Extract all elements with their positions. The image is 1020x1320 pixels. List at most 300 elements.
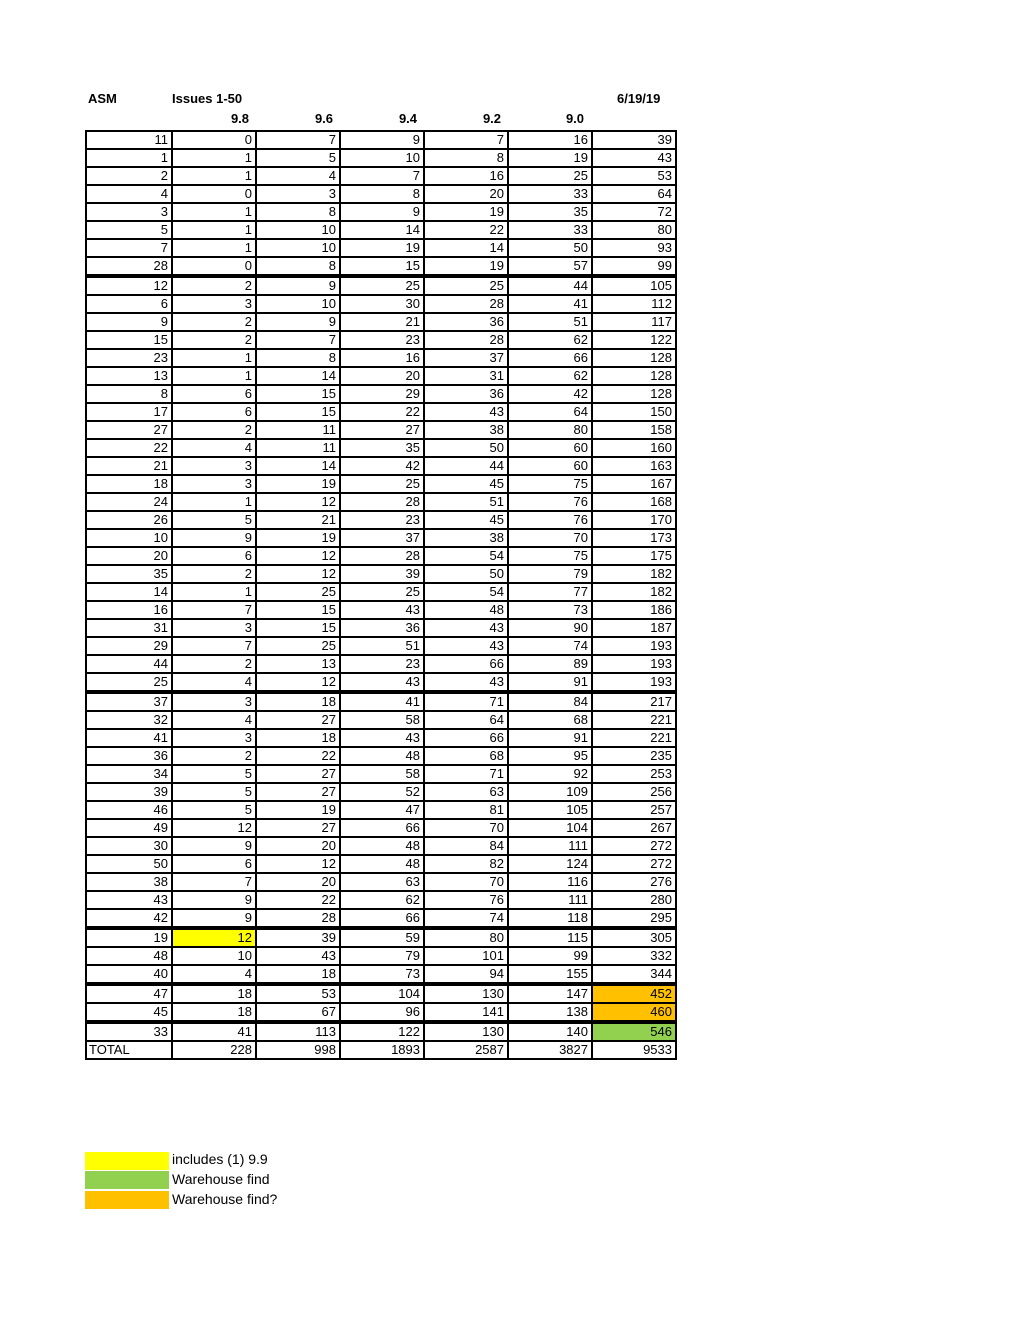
cell-grade-9-4: 43	[340, 673, 424, 692]
cell-issue: 30	[86, 837, 172, 855]
cell-grade-9-2: 81	[424, 801, 508, 819]
cell-grade-9-0: 105	[508, 801, 592, 819]
cell-grade-9-6: 10	[256, 239, 340, 257]
total-total: 9533	[592, 1041, 676, 1059]
cell-grade-9-2: 37	[424, 349, 508, 367]
cell-grade-9-2: 54	[424, 547, 508, 565]
cell-grade-9-0: 118	[508, 909, 592, 928]
cell-grade-9-0: 77	[508, 583, 592, 601]
cell-issue: 2	[86, 167, 172, 185]
cell-grade-9-4: 79	[340, 947, 424, 965]
cell-grade-9-2: 63	[424, 783, 508, 801]
cell-grade-9-2: 51	[424, 493, 508, 511]
cell-grade-9-6: 12	[256, 565, 340, 583]
cell-grade-9-0: 147	[508, 984, 592, 1003]
cell-grade-9-0: 35	[508, 203, 592, 221]
cell-issue: 21	[86, 457, 172, 475]
cell-grade-9-6: 11	[256, 439, 340, 457]
cell-issue: 6	[86, 295, 172, 313]
cell-grade-9-8: 18	[172, 984, 256, 1003]
cell-total: 267	[592, 819, 676, 837]
cell-grade-9-2: 130	[424, 984, 508, 1003]
cell-grade-9-2: 25	[424, 276, 508, 295]
cell-issue: 11	[86, 131, 172, 149]
cell-grade-9-0: 90	[508, 619, 592, 637]
cell-grade-9-2: 38	[424, 421, 508, 439]
table-row	[86, 873, 676, 891]
cell-grade-9-8: 2	[172, 655, 256, 673]
cell-total: 280	[592, 891, 676, 909]
cell-grade-9-0: 111	[508, 891, 592, 909]
cell-grade-9-8: 4	[172, 965, 256, 984]
cell-total: 221	[592, 729, 676, 747]
cell-total: 93	[592, 239, 676, 257]
cell-grade-9-0: 80	[508, 421, 592, 439]
cell-grade-9-2: 22	[424, 221, 508, 239]
cell-grade-9-4: 30	[340, 295, 424, 313]
cell-issue: 49	[86, 819, 172, 837]
cell-grade-9-0: 76	[508, 511, 592, 529]
cell-grade-9-4: 9	[340, 131, 424, 149]
cell-issue: 39	[86, 783, 172, 801]
cell-grade-9-6: 15	[256, 619, 340, 637]
total-grade-9-2: 2587	[424, 1041, 508, 1059]
cell-grade-9-2: 43	[424, 637, 508, 655]
cell-grade-9-4: 73	[340, 965, 424, 984]
cell-total: 276	[592, 873, 676, 891]
cell-grade-9-6: 9	[256, 276, 340, 295]
cell-grade-9-8: 12	[172, 819, 256, 837]
cell-grade-9-0: 60	[508, 457, 592, 475]
cell-grade-9-0: 68	[508, 711, 592, 729]
cell-grade-9-2: 82	[424, 855, 508, 873]
cell-issue: 43	[86, 891, 172, 909]
cell-grade-9-6: 15	[256, 385, 340, 403]
legend-swatch-green	[85, 1171, 169, 1189]
cell-grade-9-0: 25	[508, 167, 592, 185]
cell-grade-9-8: 9	[172, 909, 256, 928]
cell-issue: 14	[86, 583, 172, 601]
table-row	[86, 1003, 676, 1022]
cell-grade-9-4: 52	[340, 783, 424, 801]
cell-grade-9-4: 104	[340, 984, 424, 1003]
cell-grade-9-6: 13	[256, 655, 340, 673]
cell-grade-9-0: 16	[508, 131, 592, 149]
cell-grade-9-0: 111	[508, 837, 592, 855]
cell-total: 193	[592, 673, 676, 692]
cell-total: 235	[592, 747, 676, 765]
cell-grade-9-2: 19	[424, 257, 508, 276]
cell-issue: 37	[86, 692, 172, 711]
cell-grade-9-0: 104	[508, 819, 592, 837]
cell-grade-9-6: 9	[256, 313, 340, 331]
table-row	[86, 221, 676, 239]
cell-grade-9-8: 5	[172, 511, 256, 529]
cell-grade-9-6: 4	[256, 167, 340, 185]
cell-grade-9-2: 38	[424, 529, 508, 547]
cell-grade-9-4: 47	[340, 801, 424, 819]
legend-swatch-orange	[85, 1191, 169, 1209]
cell-grade-9-6: 27	[256, 819, 340, 837]
cell-grade-9-6: 7	[256, 331, 340, 349]
cell-grade-9-4: 39	[340, 565, 424, 583]
cell-total: 72	[592, 203, 676, 221]
cell-grade-9-0: 91	[508, 729, 592, 747]
cell-grade-9-0: 60	[508, 439, 592, 457]
table-row	[86, 984, 676, 1003]
cell-grade-9-2: 45	[424, 511, 508, 529]
cell-issue: 9	[86, 313, 172, 331]
cell-grade-9-2: 20	[424, 185, 508, 203]
census-table	[85, 130, 677, 1060]
cell-grade-9-4: 37	[340, 529, 424, 547]
cell-grade-9-6: 8	[256, 349, 340, 367]
cell-grade-9-0: 62	[508, 367, 592, 385]
table-row	[86, 747, 676, 765]
cell-total: 217	[592, 692, 676, 711]
cell-grade-9-4: 10	[340, 149, 424, 167]
cell-total: 257	[592, 801, 676, 819]
grade-header-9-6: 9.6	[314, 111, 334, 126]
table-row	[86, 421, 676, 439]
cell-grade-9-8: 2	[172, 565, 256, 583]
cell-grade-9-4: 48	[340, 837, 424, 855]
cell-grade-9-6: 12	[256, 673, 340, 692]
cell-grade-9-0: 51	[508, 313, 592, 331]
cell-grade-9-6: 10	[256, 295, 340, 313]
cell-grade-9-2: 84	[424, 837, 508, 855]
total-label: TOTAL	[86, 1041, 172, 1059]
table-row	[86, 239, 676, 257]
cell-grade-9-4: 14	[340, 221, 424, 239]
cell-grade-9-4: 66	[340, 819, 424, 837]
cell-grade-9-4: 29	[340, 385, 424, 403]
cell-issue: 47	[86, 984, 172, 1003]
cell-grade-9-6: 11	[256, 421, 340, 439]
cell-grade-9-4: 19	[340, 239, 424, 257]
cell-issue: 41	[86, 729, 172, 747]
cell-issue: 4	[86, 185, 172, 203]
cell-grade-9-4: 23	[340, 331, 424, 349]
cell-grade-9-6: 8	[256, 203, 340, 221]
cell-grade-9-6: 113	[256, 1022, 340, 1041]
header-date: 6/19/19	[617, 91, 661, 106]
cell-issue: 28	[86, 257, 172, 276]
cell-grade-9-0: 138	[508, 1003, 592, 1022]
table-row	[86, 947, 676, 965]
table-row	[86, 529, 676, 547]
cell-grade-9-4: 42	[340, 457, 424, 475]
cell-grade-9-0: 92	[508, 765, 592, 783]
cell-issue: 38	[86, 873, 172, 891]
cell-grade-9-6: 21	[256, 511, 340, 529]
table-row	[86, 711, 676, 729]
cell-grade-9-2: 44	[424, 457, 508, 475]
cell-grade-9-4: 43	[340, 729, 424, 747]
cell-grade-9-6: 19	[256, 801, 340, 819]
table-row	[86, 965, 676, 984]
cell-grade-9-2: 8	[424, 149, 508, 167]
cell-grade-9-2: 7	[424, 131, 508, 149]
cell-grade-9-8: 3	[172, 475, 256, 493]
table-row	[86, 619, 676, 637]
cell-grade-9-2: 70	[424, 873, 508, 891]
cell-grade-9-4: 16	[340, 349, 424, 367]
cell-grade-9-6: 25	[256, 583, 340, 601]
cell-grade-9-6: 8	[256, 257, 340, 276]
cell-total: 175	[592, 547, 676, 565]
table-row	[86, 385, 676, 403]
cell-grade-9-8: 6	[172, 385, 256, 403]
cell-grade-9-0: 84	[508, 692, 592, 711]
cell-grade-9-2: 71	[424, 692, 508, 711]
cell-grade-9-4: 63	[340, 873, 424, 891]
cell-grade-9-0: 70	[508, 529, 592, 547]
cell-grade-9-8: 9	[172, 837, 256, 855]
cell-grade-9-0: 76	[508, 493, 592, 511]
cell-total: 105	[592, 276, 676, 295]
table-row	[86, 801, 676, 819]
cell-grade-9-4: 25	[340, 583, 424, 601]
cell-grade-9-2: 76	[424, 891, 508, 909]
table-row	[86, 313, 676, 331]
cell-issue: 5	[86, 221, 172, 239]
cell-total: 128	[592, 367, 676, 385]
cell-grade-9-2: 70	[424, 819, 508, 837]
cell-issue: 34	[86, 765, 172, 783]
cell-grade-9-8: 0	[172, 131, 256, 149]
table-row	[86, 457, 676, 475]
cell-grade-9-4: 41	[340, 692, 424, 711]
cell-grade-9-4: 8	[340, 185, 424, 203]
cell-grade-9-0: 33	[508, 221, 592, 239]
cell-grade-9-8: 7	[172, 601, 256, 619]
cell-grade-9-4: 27	[340, 421, 424, 439]
cell-grade-9-4: 36	[340, 619, 424, 637]
cell-total: 80	[592, 221, 676, 239]
table-row	[86, 928, 676, 947]
cell-grade-9-2: 74	[424, 909, 508, 928]
table-row	[86, 819, 676, 837]
table-row	[86, 149, 676, 167]
cell-grade-9-2: 54	[424, 583, 508, 601]
cell-grade-9-4: 58	[340, 711, 424, 729]
cell-grade-9-8: 2	[172, 747, 256, 765]
grade-header-9-8: 9.8	[230, 111, 250, 126]
cell-grade-9-0: 79	[508, 565, 592, 583]
cell-issue: 36	[86, 747, 172, 765]
cell-grade-9-6: 27	[256, 783, 340, 801]
cell-grade-9-4: 23	[340, 655, 424, 673]
cell-total: 193	[592, 637, 676, 655]
cell-grade-9-2: 66	[424, 655, 508, 673]
cell-grade-9-8: 0	[172, 257, 256, 276]
cell-grade-9-8: 6	[172, 547, 256, 565]
cell-grade-9-6: 12	[256, 493, 340, 511]
table-row	[86, 295, 676, 313]
cell-grade-9-6: 20	[256, 837, 340, 855]
cell-total: 186	[592, 601, 676, 619]
legend-label-yellow: includes (1) 9.9	[172, 1151, 268, 1167]
cell-issue: 8	[86, 385, 172, 403]
cell-grade-9-0: 91	[508, 673, 592, 692]
cell-grade-9-8: 9	[172, 891, 256, 909]
table-row	[86, 909, 676, 928]
cell-grade-9-6: 28	[256, 909, 340, 928]
cell-grade-9-2: 66	[424, 729, 508, 747]
cell-total: 295	[592, 909, 676, 928]
table-row	[86, 729, 676, 747]
legend-label-orange: Warehouse find?	[172, 1191, 278, 1207]
table-row	[86, 1022, 676, 1041]
cell-grade-9-8: 18	[172, 1003, 256, 1022]
cell-total: 117	[592, 313, 676, 331]
cell-grade-9-0: 99	[508, 947, 592, 965]
cell-issue: 1	[86, 149, 172, 167]
cell-grade-9-8: 12	[172, 928, 256, 947]
cell-grade-9-2: 130	[424, 1022, 508, 1041]
cell-grade-9-8: 7	[172, 873, 256, 891]
cell-issue: 25	[86, 673, 172, 692]
cell-grade-9-6: 43	[256, 947, 340, 965]
cell-grade-9-6: 39	[256, 928, 340, 947]
table-row	[86, 637, 676, 655]
cell-grade-9-6: 19	[256, 475, 340, 493]
cell-total: 167	[592, 475, 676, 493]
cell-grade-9-4: 59	[340, 928, 424, 947]
cell-total: 112	[592, 295, 676, 313]
cell-issue: 12	[86, 276, 172, 295]
cell-grade-9-6: 27	[256, 765, 340, 783]
cell-grade-9-0: 116	[508, 873, 592, 891]
table-row	[86, 765, 676, 783]
cell-grade-9-0: 50	[508, 239, 592, 257]
cell-grade-9-8: 6	[172, 403, 256, 421]
legend-swatch-yellow	[85, 1152, 169, 1170]
cell-issue: 23	[86, 349, 172, 367]
cell-grade-9-8: 4	[172, 673, 256, 692]
cell-grade-9-2: 14	[424, 239, 508, 257]
total-grade-9-6: 998	[256, 1041, 340, 1059]
cell-total: 344	[592, 965, 676, 984]
table-row	[86, 511, 676, 529]
cell-grade-9-2: 43	[424, 673, 508, 692]
cell-grade-9-2: 28	[424, 295, 508, 313]
cell-grade-9-4: 23	[340, 511, 424, 529]
cell-issue: 13	[86, 367, 172, 385]
table-row	[86, 583, 676, 601]
cell-grade-9-0: 41	[508, 295, 592, 313]
cell-grade-9-2: 43	[424, 403, 508, 421]
cell-grade-9-2: 31	[424, 367, 508, 385]
cell-grade-9-0: 95	[508, 747, 592, 765]
cell-grade-9-0: 64	[508, 403, 592, 421]
cell-grade-9-0: 109	[508, 783, 592, 801]
cell-issue: 15	[86, 331, 172, 349]
cell-grade-9-8: 1	[172, 167, 256, 185]
cell-grade-9-8: 9	[172, 529, 256, 547]
cell-grade-9-8: 1	[172, 203, 256, 221]
cell-grade-9-4: 25	[340, 475, 424, 493]
cell-issue: 33	[86, 1022, 172, 1041]
cell-grade-9-2: 101	[424, 947, 508, 965]
cell-grade-9-2: 48	[424, 601, 508, 619]
cell-total: 99	[592, 257, 676, 276]
cell-grade-9-4: 48	[340, 855, 424, 873]
cell-grade-9-4: 48	[340, 747, 424, 765]
cell-issue: 35	[86, 565, 172, 583]
cell-grade-9-8: 2	[172, 276, 256, 295]
cell-grade-9-4: 21	[340, 313, 424, 331]
cell-grade-9-8: 1	[172, 583, 256, 601]
cell-grade-9-2: 80	[424, 928, 508, 947]
cell-total: 546	[592, 1022, 676, 1041]
cell-grade-9-6: 27	[256, 711, 340, 729]
cell-total: 128	[592, 349, 676, 367]
table-row	[86, 783, 676, 801]
cell-issue: 31	[86, 619, 172, 637]
cell-grade-9-8: 1	[172, 149, 256, 167]
cell-grade-9-6: 12	[256, 547, 340, 565]
cell-total: 150	[592, 403, 676, 421]
total-grade-9-4: 1893	[340, 1041, 424, 1059]
cell-grade-9-8: 3	[172, 457, 256, 475]
cell-grade-9-4: 28	[340, 493, 424, 511]
cell-grade-9-4: 20	[340, 367, 424, 385]
cell-grade-9-8: 10	[172, 947, 256, 965]
table-row	[86, 493, 676, 511]
cell-grade-9-8: 2	[172, 313, 256, 331]
cell-grade-9-8: 0	[172, 185, 256, 203]
cell-grade-9-6: 7	[256, 131, 340, 149]
cell-grade-9-8: 4	[172, 711, 256, 729]
cell-grade-9-2: 50	[424, 565, 508, 583]
cell-issue: 10	[86, 529, 172, 547]
cell-grade-9-8: 7	[172, 637, 256, 655]
cell-total: 128	[592, 385, 676, 403]
cell-grade-9-0: 19	[508, 149, 592, 167]
cell-total: 182	[592, 565, 676, 583]
cell-total: 170	[592, 511, 676, 529]
cell-grade-9-6: 3	[256, 185, 340, 203]
table-row	[86, 655, 676, 673]
table-row	[86, 475, 676, 493]
table-row	[86, 403, 676, 421]
table-row	[86, 837, 676, 855]
table-row	[86, 439, 676, 457]
cell-grade-9-4: 62	[340, 891, 424, 909]
cell-issue: 40	[86, 965, 172, 984]
cell-total: 193	[592, 655, 676, 673]
cell-total: 173	[592, 529, 676, 547]
cell-grade-9-0: 155	[508, 965, 592, 984]
table-row	[86, 203, 676, 221]
table-row	[86, 185, 676, 203]
cell-total: 253	[592, 765, 676, 783]
cell-grade-9-0: 115	[508, 928, 592, 947]
cell-total: 305	[592, 928, 676, 947]
cell-issue: 45	[86, 1003, 172, 1022]
cell-grade-9-4: 66	[340, 909, 424, 928]
table-row	[86, 891, 676, 909]
cell-grade-9-4: 96	[340, 1003, 424, 1022]
cell-grade-9-6: 14	[256, 367, 340, 385]
cell-grade-9-6: 14	[256, 457, 340, 475]
cell-grade-9-0: 42	[508, 385, 592, 403]
grade-header-9-2: 9.2	[482, 111, 502, 126]
cell-grade-9-6: 12	[256, 855, 340, 873]
grade-header-9-4: 9.4	[398, 111, 418, 126]
